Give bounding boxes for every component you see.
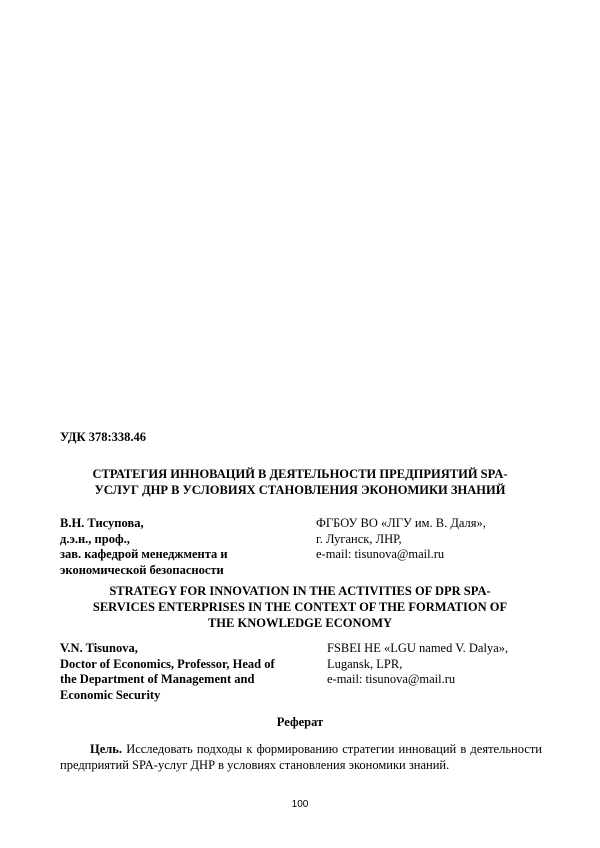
title-russian bbox=[60, 466, 540, 498]
abstract-goal-paragraph bbox=[60, 741, 542, 773]
author-russian bbox=[60, 516, 228, 578]
goal-text: Исследовать подходы к формированию стратегии инноваций в деятельности предприятий SPA-услуг ДНР в условиях становления экономики знаний. bbox=[60, 742, 542, 772]
udk-code: УДК 378:338.46 bbox=[60, 430, 146, 444]
title-english-line: SERVICES ENTERPRISES IN THE CONTEXT OF THE FORMATION OF bbox=[92, 600, 508, 614]
affiliation-russian bbox=[316, 516, 486, 563]
author-name: В.Н. Тисупова, bbox=[60, 516, 144, 530]
affiliation-city: Lugansk, LPR, bbox=[327, 656, 403, 671]
author-degree: д.э.н., проф., bbox=[60, 531, 130, 546]
affiliation-org: FSBEI HE «LGU named V. Dalya», bbox=[327, 641, 509, 655]
affiliation-email: e-mail: tisunova@mail.ru bbox=[327, 672, 456, 686]
author-position: the Department of Management and bbox=[60, 672, 255, 686]
author-english bbox=[60, 641, 275, 703]
author-name: V.N. Tisunova, bbox=[60, 641, 138, 655]
title-english-line: THE KNOWLEDGE ECONOMY bbox=[207, 616, 393, 630]
title-russian-line: УСЛУГ ДНР В УСЛОВИЯХ СТАНОВЛЕНИЯ ЭКОНОМИКИ ЗНАНИЙ bbox=[94, 483, 506, 497]
goal-label: Цель. bbox=[90, 742, 123, 756]
abstract-heading: Реферат bbox=[276, 715, 324, 729]
author-position: Doctor of Economics, Professor, Head of bbox=[60, 656, 275, 671]
affiliation-english bbox=[327, 641, 508, 688]
affiliation-email: e-mail: tisunova@mail.ru bbox=[316, 547, 445, 561]
author-position: зав. кафедрой менеджмента и bbox=[60, 547, 228, 561]
author-position: Economic Security bbox=[60, 687, 161, 702]
affiliation-city: г. Луганск, ЛНР, bbox=[316, 531, 402, 546]
author-position: экономической безопасности bbox=[60, 562, 224, 577]
affiliation-org: ФГБОУ ВО «ЛГУ им. В. Даля», bbox=[316, 516, 486, 530]
title-russian-line: СТРАТЕГИЯ ИННОВАЦИЙ В ДЕЯТЕЛЬНОСТИ ПРЕДПРИЯТИЙ SPA- bbox=[92, 467, 508, 481]
title-english bbox=[60, 583, 540, 631]
page-number: 100 bbox=[291, 799, 309, 810]
title-english-line: STRATEGY FOR INNOVATION IN THE ACTIVITIES OF DPR SPA- bbox=[109, 584, 491, 598]
